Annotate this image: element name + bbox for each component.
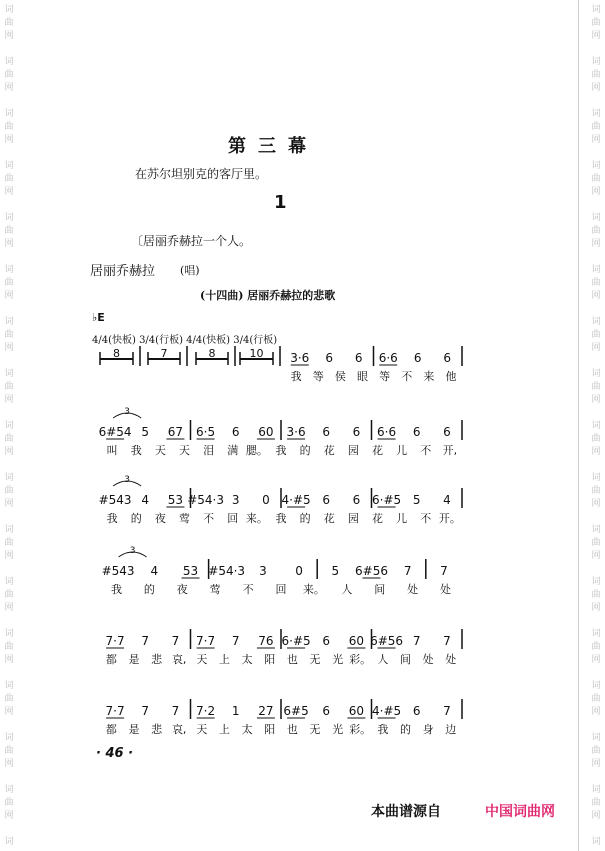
watermark-glyph: 词: [4, 109, 14, 119]
watermark-glyph: 曲: [4, 642, 14, 652]
lyric-syllable: 天: [154, 444, 166, 457]
note: 3: [259, 564, 267, 578]
note: 6: [322, 493, 331, 507]
triplet-mark: 3: [124, 475, 131, 485]
lyric-syllable: 都: [105, 653, 117, 666]
watermark-glyph: 曲: [4, 798, 14, 808]
watermark-glyph: 曲: [4, 330, 14, 340]
lyric-syllable: 园: [347, 512, 359, 525]
lyric-syllable: 人: [341, 583, 353, 596]
lyric-syllable: 太: [241, 653, 253, 666]
note: 6: [413, 351, 422, 365]
note: 4: [150, 564, 159, 578]
note: 60: [258, 425, 274, 439]
watermark-glyph: 网: [591, 811, 601, 821]
note: 7: [403, 564, 412, 578]
lyric-syllable: 的: [299, 512, 311, 525]
lyric-syllable: 处: [422, 653, 434, 666]
lyric-syllable: 回: [227, 512, 239, 525]
lyric-syllable: 光: [332, 723, 344, 736]
lyric-syllable: 无: [309, 653, 321, 666]
watermark-glyph: 曲: [591, 538, 601, 548]
watermark-glyph: 词: [591, 473, 601, 483]
watermark-glyph: 曲: [591, 434, 601, 444]
lyric-syllable: 不: [203, 512, 215, 525]
lyric-syllable: 上: [218, 653, 230, 666]
source-label: 本曲谱源自: [371, 804, 441, 820]
note: 4·#5: [281, 493, 311, 507]
note: 7: [231, 634, 240, 648]
note: 7: [171, 634, 180, 648]
lyric-syllable: 哀,: [171, 653, 187, 666]
character-note: (唱): [180, 264, 200, 277]
lyric-syllable: 花: [372, 444, 384, 457]
lyric-syllable: 满: [227, 444, 239, 457]
watermark-glyph: 词: [4, 681, 14, 691]
note: #54·3: [208, 564, 246, 578]
note: 7: [141, 634, 150, 648]
note: 6: [322, 634, 331, 648]
watermark-glyph: 词: [591, 577, 601, 587]
note: 6#54: [98, 425, 132, 439]
note: 6: [322, 704, 331, 718]
lyric-syllable: 悲: [151, 723, 163, 736]
watermark-glyph: 曲: [4, 434, 14, 444]
note: 7: [443, 704, 451, 718]
note: 0: [262, 493, 270, 507]
lyric-syllable: 儿: [396, 512, 408, 525]
note: 3·6: [290, 351, 310, 365]
watermark-glyph: 曲: [4, 590, 14, 600]
lyric-syllable: 都: [105, 723, 117, 736]
watermark-glyph: 曲: [4, 226, 14, 236]
lyric-syllable: 不: [401, 370, 413, 383]
note: 6#56: [370, 634, 404, 648]
watermark-glyph: 曲: [591, 382, 601, 392]
lyric-syllable: 不: [420, 512, 432, 525]
character-name: 居丽乔赫拉: [90, 264, 156, 279]
watermark-glyph: 网: [4, 551, 14, 561]
watermark-glyph: 曲: [591, 746, 601, 756]
note: 6·6: [378, 351, 398, 365]
watermark-glyph: 曲: [591, 798, 601, 808]
note: 6: [325, 351, 334, 365]
lyric-syllable: 无: [309, 723, 321, 736]
note: 6: [412, 425, 421, 439]
lyric-syllable: 开,: [442, 444, 458, 457]
watermark-glyph: 网: [591, 499, 601, 509]
watermark-glyph: 词: [591, 109, 601, 119]
note: 6: [322, 425, 331, 439]
watermark-glyph: 网: [4, 343, 14, 353]
watermark-glyph: 词: [4, 421, 14, 431]
watermark-glyph: 曲: [591, 18, 601, 28]
lyric-syllable: 他: [445, 370, 457, 383]
rest-count: 7: [160, 347, 168, 360]
note: #543: [101, 564, 135, 578]
watermark-glyph: 词: [4, 265, 14, 275]
note: 6: [352, 493, 361, 507]
lyric-syllable: 侯: [334, 370, 346, 383]
note: 7: [412, 634, 421, 648]
watermark-glyph: 词: [4, 369, 14, 379]
note: 4·#5: [372, 704, 402, 718]
lyric-syllable: 莺: [209, 583, 221, 596]
key-signature: ♭E: [92, 311, 105, 324]
lyric-syllable: 也: [286, 723, 298, 736]
page-number: · 46 ·: [96, 746, 134, 761]
note: 5: [412, 493, 421, 507]
lyric-syllable: 莺: [178, 512, 190, 525]
watermark-glyph: 词: [4, 837, 14, 847]
note: 4: [141, 493, 150, 507]
watermark-glyph: 曲: [4, 70, 14, 80]
watermark-glyph: 词: [4, 473, 14, 483]
note: 6: [231, 425, 240, 439]
watermark-glyph: 曲: [591, 70, 601, 80]
watermark-glyph: 网: [4, 655, 14, 665]
lyric-syllable: 来: [423, 370, 435, 383]
note: 0: [295, 564, 303, 578]
lyric-syllable: 夜: [176, 583, 188, 596]
lyric-syllable: 阳: [264, 653, 276, 666]
watermark-glyph: 词: [4, 317, 14, 327]
song-title: (十四曲) 居丽乔赫拉的悲歌: [200, 289, 336, 302]
watermark-glyph: 词: [591, 733, 601, 743]
lyric-syllable: 我: [275, 512, 287, 525]
lyric-syllable: 边: [445, 723, 457, 736]
watermark-glyph: 网: [4, 603, 14, 613]
watermark-glyph: 网: [4, 239, 14, 249]
watermark-glyph: 曲: [591, 278, 601, 288]
lyric-syllable: 彩。: [349, 653, 372, 666]
lyric-syllable: 泪: [203, 444, 215, 457]
lyric-syllable: 园: [347, 444, 359, 457]
watermark-glyph: 词: [4, 525, 14, 535]
watermark-glyph: 网: [4, 135, 14, 145]
watermark-glyph: 词: [4, 577, 14, 587]
lyric-syllable: 上: [218, 723, 230, 736]
lyric-syllable: 我: [130, 444, 142, 457]
lyric-syllable: 处: [445, 653, 457, 666]
lyric-syllable: 我: [275, 444, 287, 457]
lyric-syllable: 是: [128, 723, 140, 736]
lyric-syllable: 太: [241, 723, 253, 736]
lyric-syllable: 不: [242, 583, 254, 596]
watermark-glyph: 曲: [4, 382, 14, 392]
note: 6: [354, 351, 363, 365]
watermark-glyph: 词: [4, 785, 14, 795]
watermark-glyph: 词: [4, 161, 14, 171]
watermark-glyph: 词: [591, 213, 601, 223]
watermark-glyph: 词: [591, 57, 601, 67]
watermark-glyph: 网: [591, 135, 601, 145]
lyric-syllable: 的: [143, 583, 155, 596]
watermark-glyph: 曲: [4, 278, 14, 288]
rest-count: 8: [113, 347, 120, 360]
note: 5: [141, 425, 150, 439]
meter-line: 4/4(快板) 3/4(行板) 4/4(快板) 3/4(行板): [92, 335, 278, 346]
lyric-syllable: 花: [372, 512, 384, 525]
note: 3·6: [286, 425, 306, 439]
watermark-glyph: 网: [591, 395, 601, 405]
note: 7: [440, 564, 448, 578]
note: 27: [258, 704, 274, 718]
watermark-glyph: 词: [591, 161, 601, 171]
triplet-mark: 3: [124, 407, 131, 417]
rest-count: 10: [249, 347, 264, 360]
watermark-glyph: 曲: [591, 694, 601, 704]
watermark-glyph: 曲: [591, 122, 601, 132]
watermark-glyph: 网: [4, 395, 14, 405]
watermark-glyph: 曲: [591, 174, 601, 184]
lyric-syllable: 来。: [245, 512, 268, 525]
lyric-syllable: 的: [399, 723, 411, 736]
note: 4: [443, 493, 451, 507]
lyric-syllable: 身: [422, 723, 434, 736]
watermark-glyph: 词: [591, 421, 601, 431]
watermark-glyph: 网: [4, 707, 14, 717]
watermark-glyph: 词: [591, 837, 601, 847]
lyric-syllable: 夜: [154, 512, 166, 525]
lyric-syllable: 人: [377, 653, 389, 666]
lyric-syllable: 间: [374, 583, 386, 596]
lyric-syllable: 花: [323, 512, 335, 525]
note: 1: [231, 704, 240, 718]
lyric-syllable: 等: [312, 370, 324, 383]
watermark-glyph: 词: [591, 629, 601, 639]
lyric-syllable: 开。: [438, 512, 461, 525]
note: 53: [182, 564, 199, 578]
lyric-syllable: 不: [420, 444, 432, 457]
watermark-glyph: 词: [591, 525, 601, 535]
watermark-glyph: 网: [591, 603, 601, 613]
note: 6·5: [196, 425, 216, 439]
lyric-syllable: 处: [407, 583, 419, 596]
lyric-syllable: 腮。: [245, 444, 268, 457]
watermark-glyph: 词: [591, 369, 601, 379]
note: 60: [348, 704, 365, 718]
note: 6·#5: [372, 493, 402, 507]
note: 7: [141, 704, 150, 718]
watermark-glyph: 词: [4, 629, 14, 639]
note: 6: [443, 351, 452, 365]
watermark-glyph: 网: [591, 447, 601, 457]
lyric-syllable: 彩。: [349, 723, 372, 736]
watermark-glyph: 曲: [591, 226, 601, 236]
note: 60: [348, 634, 365, 648]
lyric-syllable: 天: [196, 723, 208, 736]
source-site-name: 中国词曲网: [485, 804, 555, 820]
note: 76: [258, 634, 274, 648]
watermark-glyph: 曲: [591, 486, 601, 496]
lyric-syllable: 眼: [356, 370, 368, 383]
watermark-glyph: 网: [591, 759, 601, 769]
watermark-glyph: 网: [4, 31, 14, 41]
lyric-syllable: 是: [128, 653, 140, 666]
note: #54·3: [187, 493, 224, 507]
note: 53: [167, 493, 184, 507]
watermark-glyph: 网: [4, 83, 14, 93]
watermark-glyph: 网: [4, 447, 14, 457]
lyric-syllable: 的: [130, 512, 142, 525]
watermark-glyph: 网: [591, 551, 601, 561]
watermark-glyph: 词: [4, 57, 14, 67]
lyric-syllable: 我: [290, 370, 302, 383]
watermark-glyph: 曲: [4, 746, 14, 756]
watermark-glyph: 曲: [4, 694, 14, 704]
watermark-glyph: 曲: [591, 642, 601, 652]
lyric-syllable: 的: [299, 444, 311, 457]
lyric-syllable: 间: [399, 653, 411, 666]
lyric-syllable: 处: [440, 583, 452, 596]
note: 6#5: [283, 704, 309, 718]
watermark-glyph: 词: [4, 5, 14, 15]
note: 7·2: [196, 704, 216, 718]
lyric-syllable: 花: [323, 444, 335, 457]
lyric-syllable: 阳: [264, 723, 276, 736]
watermark-glyph: 网: [4, 499, 14, 509]
note: 6#56: [355, 564, 388, 578]
lyric-syllable: 天: [196, 653, 208, 666]
act-title: 第三幕: [228, 136, 318, 157]
watermark-glyph: 网: [591, 187, 601, 197]
watermark-glyph: 词: [4, 733, 14, 743]
watermark-glyph: 网: [591, 655, 601, 665]
lyric-syllable: 我: [110, 583, 122, 596]
lyric-syllable: 来。: [302, 583, 325, 596]
note: 6: [443, 425, 451, 439]
note: 6·#5: [281, 634, 311, 648]
note: 7: [443, 634, 451, 648]
stage-direction: 〔居丽乔赫拉一个人。: [131, 234, 252, 248]
note: 7: [171, 704, 180, 718]
watermark-glyph: 网: [591, 707, 601, 717]
lyric-syllable: 叫: [106, 444, 118, 457]
watermark-glyph: 曲: [591, 330, 601, 340]
watermark-glyph: 词: [591, 317, 601, 327]
scene-number: 1: [274, 192, 287, 213]
lyric-syllable: 回: [275, 583, 287, 596]
note: 6: [352, 425, 361, 439]
triplet-mark: 3: [129, 546, 136, 556]
watermark-glyph: 网: [4, 187, 14, 197]
lyric-syllable: 我: [377, 723, 389, 736]
watermark-glyph: 网: [591, 31, 601, 41]
rest-count: 8: [208, 347, 216, 360]
watermark-glyph: 网: [4, 811, 14, 821]
watermark-glyph: 词: [591, 681, 601, 691]
watermark-glyph: 曲: [4, 486, 14, 496]
lyric-syllable: 哀,: [171, 723, 187, 736]
watermark-glyph: 网: [4, 759, 14, 769]
watermark-glyph: 曲: [4, 18, 14, 28]
lyric-syllable: 我: [106, 512, 118, 525]
watermark-glyph: 网: [591, 343, 601, 353]
watermark-glyph: 词: [591, 785, 601, 795]
lyric-syllable: 儿: [396, 444, 408, 457]
note: 7·7: [196, 634, 216, 648]
watermark-glyph: 曲: [4, 122, 14, 132]
lyric-syllable: 天: [178, 444, 190, 457]
note: 3: [231, 493, 240, 507]
watermark-glyph: 词: [4, 213, 14, 223]
watermark-glyph: 词: [591, 5, 601, 15]
note: 67: [167, 425, 184, 439]
watermark-glyph: 网: [4, 291, 14, 301]
note: 7·7: [105, 634, 125, 648]
lyric-syllable: 悲: [151, 653, 163, 666]
note: 6·6: [377, 425, 397, 439]
watermark-glyph: 网: [591, 239, 601, 249]
lyric-syllable: 也: [286, 653, 298, 666]
watermark-glyph: 曲: [591, 590, 601, 600]
lyric-syllable: 光: [332, 653, 344, 666]
watermark-glyph: 网: [591, 83, 601, 93]
watermark-glyph: 曲: [4, 538, 14, 548]
watermark-glyph: 网: [591, 291, 601, 301]
lyric-syllable: 等: [379, 370, 391, 383]
watermark-glyph: 曲: [4, 174, 14, 184]
note: 5: [331, 564, 340, 578]
watermark-glyph: 词: [591, 265, 601, 275]
note: #543: [98, 493, 132, 507]
note: 7·7: [105, 704, 125, 718]
note: 6: [412, 704, 421, 718]
scene-setting: 在苏尔坦别克的客厅里。: [135, 167, 268, 181]
